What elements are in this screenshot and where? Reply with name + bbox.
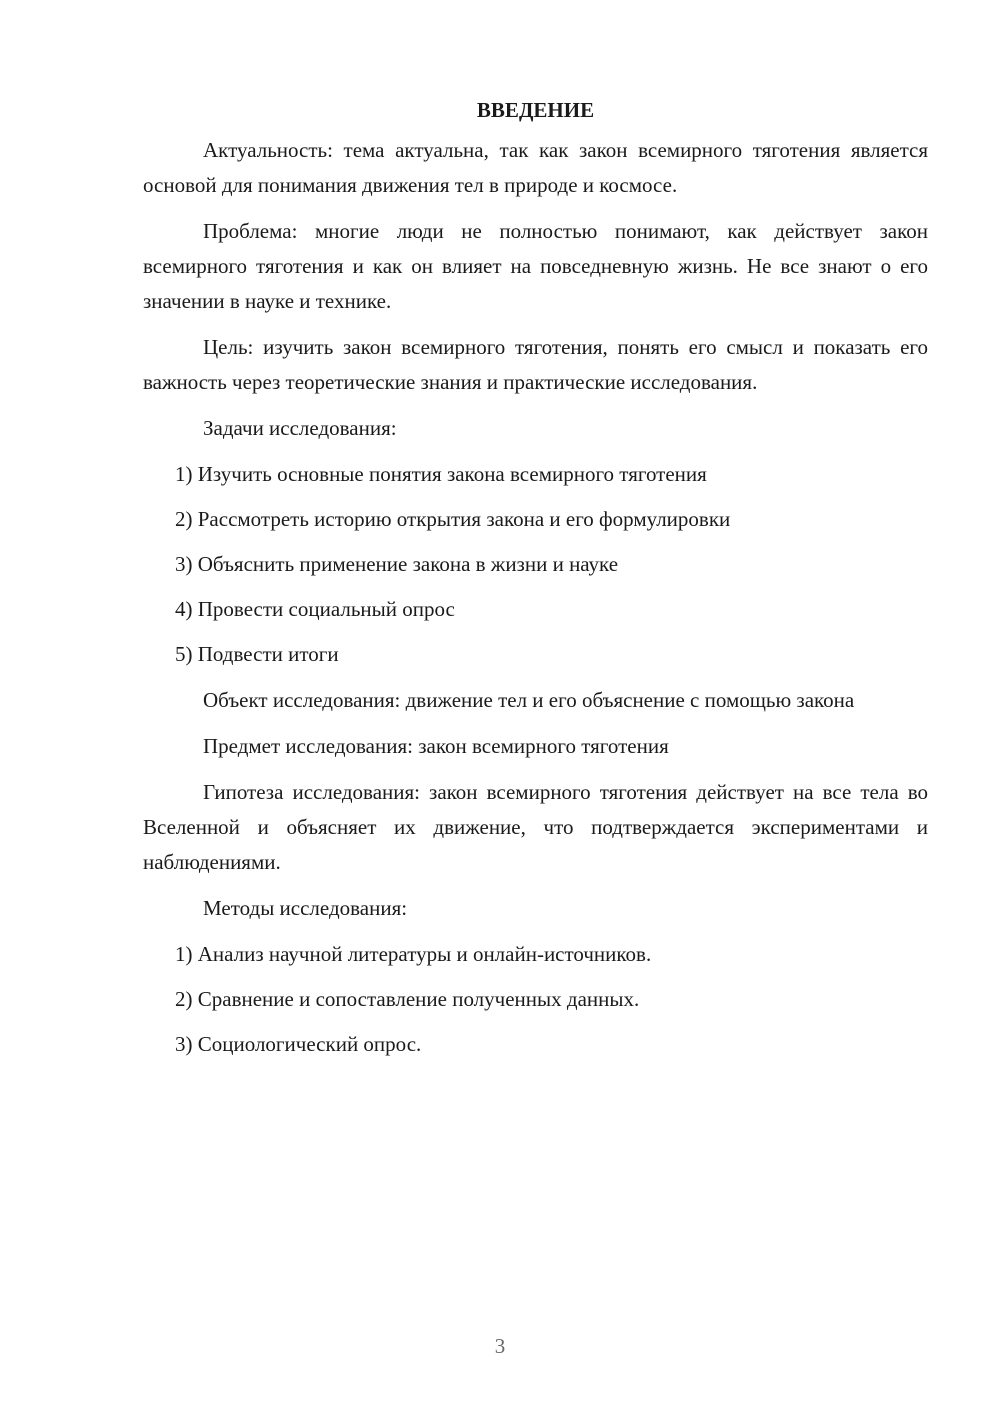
task-item: 3) Объяснить применение закона в жизни и науке [175, 552, 619, 576]
goal-paragraph: Цель: изучить закон всемирного тяготения, понять его смысл и показать его важность через теоретические знания и практические исследования. [143, 335, 928, 394]
task-item: 2) Рассмотреть историю открытия закона и его формулировки [175, 507, 731, 531]
method-item: 3) Социологический опрос. [175, 1032, 422, 1056]
object-paragraph: Объект исследования: движение тел и его объяснение с помощью закона [203, 688, 855, 712]
relevance-paragraph: Актуальность: тема актуальна, так как закон всемирного тяготения является основой для понимания движения тел в природе и космосе. [143, 138, 928, 197]
methods-list [143, 937, 928, 1062]
task-item: 4) Провести социальный опрос [175, 597, 455, 621]
problem-paragraph: Проблема: многие люди не полностью понимают, как действует закон всемирного тяготения и как он влияет на повседневную жизнь. Не все знают о его значении в науке и технике. [143, 219, 928, 313]
method-item: 2) Сравнение и сопоставление полученных данных. [175, 987, 640, 1011]
page-number: 3 [494, 1334, 506, 1358]
task-item: 5) Подвести итоги [175, 642, 339, 666]
hypothesis-paragraph: Гипотеза исследования: закон всемирного тяготения действует на все тела во Вселенной и объясняет их движение, что подтверждается экспериментами и наблюдениями. [143, 780, 928, 874]
page-content [143, 93, 928, 1072]
task-item: 1) Изучить основные понятия закона всемирного тяготения [175, 462, 707, 486]
section-heading: ВВЕДЕНИЕ [476, 98, 595, 122]
methods-label: Методы исследования: [203, 896, 408, 920]
method-item: 1) Анализ научной литературы и онлайн-источников. [175, 942, 652, 966]
tasks-label: Задачи исследования: [203, 416, 397, 440]
subject-paragraph: Предмет исследования: закон всемирного тяготения [203, 734, 669, 758]
tasks-list [143, 457, 928, 672]
